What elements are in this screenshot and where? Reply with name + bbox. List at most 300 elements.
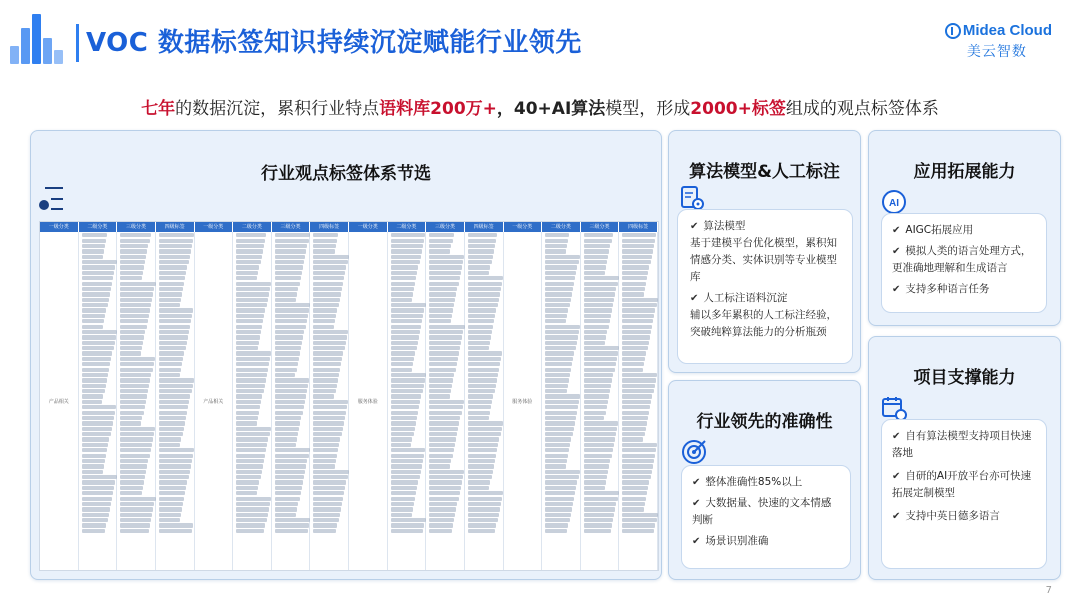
table-cell-line (313, 394, 334, 398)
table-cell-line (429, 518, 454, 522)
table-cell-line (120, 330, 145, 334)
table-cell-line (622, 459, 654, 463)
table-column (195, 232, 234, 570)
table-cell-line (120, 454, 149, 458)
table-cell-line (391, 523, 425, 527)
table-cell-line (391, 405, 420, 409)
table-cell-line (159, 480, 188, 484)
table-cell-line (545, 513, 571, 517)
table-cell-line (391, 464, 422, 468)
table-cell-line (391, 502, 414, 506)
table-cell-line (622, 470, 651, 474)
table-cell-line (120, 464, 147, 468)
table-cell-line (82, 427, 112, 431)
table-cell-line (429, 470, 464, 474)
table-cell-line (622, 437, 643, 441)
table-column (310, 232, 349, 570)
page-number: 7 (1045, 585, 1052, 596)
table-cell-line (622, 325, 652, 329)
accuracy-item-3-text: 场景识别准确 (705, 535, 769, 547)
calendar-gear-icon (881, 395, 907, 421)
table-cell-line (391, 480, 419, 484)
table-cell-line (120, 384, 149, 388)
tag-system-table (39, 221, 659, 571)
accuracy-item-2-detail: 判断 (692, 514, 713, 526)
table-cell-line (313, 443, 339, 447)
table-cell-line (313, 432, 341, 436)
table-cell-line (236, 282, 271, 286)
table-cell-line (159, 260, 189, 264)
table-cell-line (82, 529, 106, 533)
table-cell-line (622, 432, 644, 436)
subtitle-highlight-tags: 2000+标签 (690, 99, 786, 119)
table-cell-line (159, 486, 186, 490)
table-cell-line (275, 421, 301, 425)
table-cell-line (313, 486, 345, 490)
table-cell-line (236, 308, 265, 312)
table-cell-line (236, 287, 270, 291)
table-cell-line (275, 362, 298, 366)
table-cell-line (622, 271, 648, 275)
table-cell-line (545, 260, 578, 264)
table-column (79, 232, 118, 570)
table-cell-line (622, 486, 648, 490)
table-cell-line (275, 276, 301, 280)
table-cell-line (584, 475, 607, 479)
table-cell-line (622, 513, 657, 517)
table-cell-line (391, 411, 418, 415)
table-column (388, 232, 427, 570)
table-cell-line (159, 411, 187, 415)
table-cell-line (545, 459, 567, 463)
table-header-cell: 二级分类 (388, 222, 427, 232)
project-item-3-text: 支持中英日德多语言 (905, 510, 1000, 522)
table-cell-line (82, 314, 106, 318)
table-column (581, 232, 620, 570)
table-cell-line (391, 454, 424, 458)
table-cell-line (622, 351, 646, 355)
table-cell-line (82, 405, 117, 409)
table-cell-line (584, 282, 618, 286)
table-cell-line (584, 325, 609, 329)
table-cell-line (275, 491, 301, 495)
table-cell-line (584, 394, 609, 398)
table-cell-line (622, 416, 648, 420)
table-cell-line (275, 346, 301, 350)
table-cell-line (275, 287, 299, 291)
table-cell-line (313, 255, 348, 259)
table-cell-line (468, 314, 495, 318)
table-cell-line (468, 470, 493, 474)
table-cell-line (313, 378, 337, 382)
table-cell-line (545, 265, 577, 269)
page-title: VOC 数据标签知识持续沉淀赋能行业领先 (86, 28, 582, 58)
subtitle-text-2: 模型，形成 (605, 99, 691, 119)
table-cell-line (622, 244, 654, 248)
table-cell-line (275, 308, 309, 312)
table-cell-line (622, 276, 647, 280)
table-cell-line (468, 319, 494, 323)
table-cell-line (391, 335, 419, 339)
table-cell-line (120, 400, 146, 404)
table-cell-line (313, 282, 343, 286)
table-cell-line (545, 421, 575, 425)
table-cell-line (236, 432, 269, 436)
table-cell-line (120, 287, 154, 291)
table-cell-line (545, 529, 567, 533)
table-column (542, 232, 581, 570)
table-cell-line (391, 432, 414, 436)
table-cell-line (429, 443, 455, 447)
accuracy-card (681, 465, 851, 569)
table-cell-line (545, 341, 577, 345)
table-cell-line (313, 362, 341, 366)
table-cell-line (584, 384, 611, 388)
table-cell-line (429, 384, 452, 388)
table-cell-line (391, 282, 415, 286)
table-header-cell: 二级分类 (542, 222, 581, 232)
table-cell-line (159, 443, 180, 447)
table-cell-line (159, 427, 184, 431)
table-cell-line (468, 239, 496, 243)
table-cell-line (468, 271, 489, 275)
table-cell-line (584, 319, 610, 323)
table-cell-line (468, 475, 492, 479)
table-cell-line (236, 480, 259, 484)
table-cell-line (313, 298, 339, 302)
table-cell-line (236, 314, 264, 318)
check-icon: ✔ (892, 246, 901, 257)
table-cell-line (275, 298, 296, 302)
table-cell-line (545, 308, 568, 312)
table-cell-line (275, 368, 297, 372)
table-cell-line (120, 260, 145, 264)
table-cell-line (275, 437, 297, 441)
table-cell-line (236, 491, 257, 495)
table-cell-line (545, 523, 568, 527)
table-cell-line (120, 432, 154, 436)
table-cell-line (236, 405, 260, 409)
table-cell-line (391, 292, 413, 296)
table-cell-line (236, 265, 259, 269)
table-column (619, 232, 658, 570)
table-cell-line (545, 330, 579, 334)
app-item-2-detail: 更准确地理解和生成语言 (892, 262, 1008, 274)
table-cell-line (468, 298, 499, 302)
table-cell-line (429, 389, 451, 393)
table-cell-line (120, 405, 144, 409)
table-cell-line (82, 357, 112, 361)
table-cell-line (159, 292, 182, 296)
table-cell-line (236, 464, 263, 468)
table-cell-line (468, 378, 497, 382)
table-cell-line (313, 276, 344, 280)
table-cell-line (622, 308, 655, 312)
table-cell-line (82, 448, 108, 452)
accuracy-item-2 (692, 495, 840, 529)
table-cell-line (584, 378, 613, 382)
table-cell-line (236, 357, 270, 361)
table-header (40, 222, 658, 232)
table-cell-line (622, 368, 643, 372)
table-cell-line (545, 319, 566, 323)
table-cell-line (236, 454, 265, 458)
table-cell-line (545, 276, 575, 280)
table-cell-line (313, 368, 340, 372)
table-cell-line (236, 448, 266, 452)
table-cell-line (159, 351, 185, 355)
table-cell-line (584, 486, 605, 490)
table-cell-line (82, 298, 109, 302)
table-cell-line (159, 507, 182, 511)
table-cell-line (584, 529, 611, 533)
table-cell-line (313, 346, 344, 350)
table-cell-line (159, 394, 191, 398)
table-cell-line (468, 502, 501, 506)
table-column (156, 232, 195, 570)
algo-item-1-detail: 基于建模平台优化模型，累积知情感分类、实体识别等专业模型库 (690, 237, 837, 283)
table-category-label: 产品相关 (48, 398, 69, 405)
table-cell-line (584, 416, 605, 420)
table-cell-line (236, 421, 257, 425)
table-cell-line (120, 298, 152, 302)
app-title: 应用拓展能力 (913, 162, 1016, 182)
algo-title: 算法模型&人工标注 (689, 162, 840, 182)
table-cell-line (275, 330, 305, 334)
table-cell-line (429, 287, 457, 291)
app-card (881, 213, 1047, 313)
table-cell-line (120, 491, 141, 495)
table-cell-line (313, 529, 336, 533)
table-cell-line (429, 405, 462, 409)
table-header-cell: 四级标签 (465, 222, 504, 232)
project-item-2-detail: 拓展定制模型 (892, 487, 955, 499)
table-cell-line (545, 362, 572, 366)
table-cell-line (236, 437, 268, 441)
table-cell-line (120, 480, 144, 484)
table-cell-line (82, 351, 113, 355)
table-cell-line (275, 384, 308, 388)
table-cell-line (275, 416, 302, 420)
table-cell-line (391, 400, 421, 404)
table-cell-line (313, 308, 337, 312)
check-icon: ✔ (690, 221, 699, 232)
table-cell-line (429, 475, 463, 479)
table-column (504, 232, 543, 570)
table-cell-line (159, 459, 192, 463)
table-cell-line (429, 239, 452, 243)
table-cell-line (391, 351, 416, 355)
table-cell-line (545, 437, 571, 441)
table-cell-line (622, 335, 649, 339)
table-header-cell: 四级标签 (619, 222, 658, 232)
algo-item-2-detail: 辅以多年累积的人工标注经验，突破纯粹算法能力的分析瓶颈 (690, 309, 837, 338)
table-cell-line (159, 239, 193, 243)
table-cell-line (275, 480, 303, 484)
table-cell-line (236, 276, 257, 280)
table-cell-line (236, 303, 266, 307)
table-cell-line (82, 362, 111, 366)
table-cell-line (584, 303, 613, 307)
table-cell-line (429, 276, 459, 280)
table-cell-line (468, 287, 501, 291)
app-item-1-text: AIGC拓展应用 (905, 224, 974, 236)
table-cell-line (159, 502, 183, 506)
table-cell-line (468, 303, 498, 307)
project-item-1-text: 自有算法模型支持项目快速 (905, 430, 1032, 442)
table-cell-line (622, 448, 656, 452)
table-cell-line (82, 454, 106, 458)
table-cell-line (429, 437, 456, 441)
table-cell-line (313, 497, 343, 501)
table-cell-line (545, 486, 576, 490)
table-cell-line (584, 464, 610, 468)
subtitle-highlight-corpus: 语料库200万+ (379, 99, 497, 119)
table-cell-line (622, 292, 643, 296)
table-cell-line (120, 368, 152, 372)
table-cell-line (429, 260, 463, 264)
table-cell-line (159, 341, 187, 345)
table-cell-line (313, 384, 336, 388)
table-cell-line (391, 357, 415, 361)
table-cell-line (468, 427, 502, 431)
table-cell-line (275, 341, 302, 345)
table-cell-line (429, 400, 464, 404)
table-cell-line (313, 470, 348, 474)
table-cell-line (313, 287, 342, 291)
table-cell-line (82, 346, 114, 350)
table-cell-line (313, 427, 342, 431)
table-header-cell: 四级标签 (156, 222, 195, 232)
table-cell-line (545, 325, 580, 329)
table-cell-line (120, 421, 141, 425)
table-cell-line (468, 325, 493, 329)
table-cell-line (429, 491, 459, 495)
table-cell-line (429, 346, 460, 350)
table-cell-line (159, 346, 186, 350)
project-item-3 (892, 508, 1036, 525)
table-cell-line (391, 303, 426, 307)
table-cell-line (391, 233, 426, 237)
table-cell-line (545, 464, 566, 468)
table-cell-line (120, 389, 148, 393)
check-icon: ✔ (892, 511, 901, 522)
table-cell-line (82, 265, 116, 269)
table-cell-line (236, 239, 265, 243)
table-cell-line (313, 341, 345, 345)
table-header-cell: 三级分类 (426, 222, 465, 232)
table-cell-line (236, 443, 267, 447)
table-cell-line (120, 507, 153, 511)
table-cell-line (313, 389, 335, 393)
table-cell-line (120, 497, 155, 501)
table-cell-line (82, 491, 114, 495)
table-category-label: 产品相关 (203, 398, 224, 405)
table-cell-line (159, 308, 194, 312)
table-cell-line (236, 335, 260, 339)
table-cell-line (429, 427, 458, 431)
table-cell-line (159, 249, 191, 253)
table-cell-line (313, 480, 346, 484)
table-cell-line (429, 513, 455, 517)
table-cell-line (82, 373, 108, 377)
table-cell-line (584, 470, 608, 474)
table-column (426, 232, 465, 570)
target-icon (681, 439, 707, 465)
table-cell-line (120, 244, 148, 248)
table-cell-line (120, 319, 147, 323)
table-cell-line (391, 319, 423, 323)
table-cell-line (429, 502, 457, 506)
table-cell-line (275, 260, 304, 264)
table-cell-line (545, 303, 569, 307)
check-icon: ✔ (892, 225, 901, 236)
table-cell-line (391, 308, 425, 312)
table-cell-line (236, 389, 263, 393)
table-cell-line (545, 470, 580, 474)
table-cell-line (82, 255, 103, 259)
table-cell-line (120, 448, 150, 452)
subtitle-highlight-years: 七年 (141, 99, 176, 119)
project-title: 项目支撑能力 (913, 368, 1016, 388)
table-header-cell: 三级分类 (272, 222, 311, 232)
table-cell-line (313, 405, 347, 409)
table-cell-line (584, 239, 612, 243)
table-cell-line (429, 351, 459, 355)
table-cell-line (82, 507, 110, 511)
table-cell-line (275, 448, 310, 452)
project-card (881, 419, 1047, 569)
table-cell-line (545, 480, 577, 484)
table-cell-line (622, 249, 652, 253)
table-cell-line (468, 346, 489, 350)
table-cell-line (236, 255, 262, 259)
table-cell-line (391, 475, 420, 479)
table-category-label: 服务体验 (512, 398, 533, 405)
table-cell-line (622, 260, 650, 264)
table-cell-line (429, 282, 458, 286)
table-cell-line (545, 255, 580, 259)
table-cell-line (429, 497, 458, 501)
table-cell-line (159, 421, 185, 425)
table-cell-line (429, 421, 459, 425)
table-cell-line (275, 507, 298, 511)
table-cell-line (584, 513, 614, 517)
project-panel (868, 336, 1061, 580)
title-divider (76, 24, 79, 62)
table-cell-line (313, 292, 340, 296)
table-column (465, 232, 504, 570)
table-cell-line (313, 502, 342, 506)
table-cell-line (236, 518, 266, 522)
table-cell-line (545, 389, 566, 393)
table-cell-line (275, 373, 296, 377)
table-cell-line (313, 314, 336, 318)
table-cell-line (429, 459, 451, 463)
table-cell-line (622, 454, 655, 458)
table-cell-line (159, 529, 192, 533)
table-cell-line (159, 325, 190, 329)
table-cell-line (313, 421, 343, 425)
table-cell-line (82, 480, 116, 484)
table-cell-line (429, 298, 455, 302)
table-cell-line (622, 491, 647, 495)
table-cell-line (429, 249, 450, 253)
table-cell-line (82, 271, 115, 275)
table-cell-line (584, 314, 611, 318)
table-cell-line (584, 523, 612, 527)
table-cell-line (159, 265, 188, 269)
